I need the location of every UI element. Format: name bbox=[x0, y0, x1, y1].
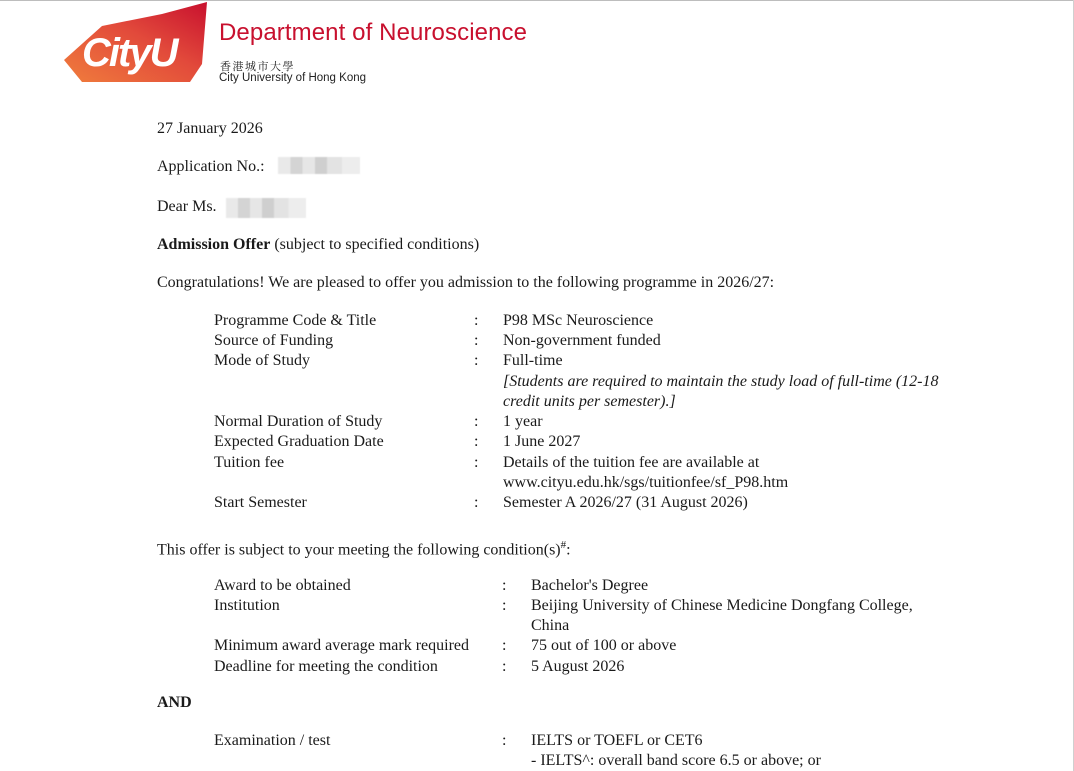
colon: : bbox=[474, 332, 479, 349]
funding-label: Source of Funding bbox=[214, 332, 334, 349]
colon: : bbox=[502, 732, 507, 749]
mode-label: Mode of Study bbox=[214, 352, 310, 369]
university-english-name: City University of Hong Kong bbox=[219, 72, 367, 84]
conditions-intro-text: This offer is subject to your meeting the following condition(s) bbox=[157, 541, 561, 559]
award-label: Award to be obtained bbox=[214, 577, 351, 594]
university-chinese-name: 香港城市大學 bbox=[220, 60, 295, 73]
programme-code-value: P98 MSc Neuroscience bbox=[503, 312, 654, 329]
colon: : bbox=[474, 312, 479, 329]
conditions-intro-end: : bbox=[566, 541, 571, 559]
start-semester-value: Semester A 2026/27 (31 August 2026) bbox=[503, 494, 748, 511]
deadline-value: 5 August 2026 bbox=[531, 658, 625, 675]
offer-heading bbox=[157, 236, 479, 254]
colon: : bbox=[474, 494, 479, 511]
deadline-label: Deadline for meeting the condition bbox=[214, 658, 438, 675]
minimum-mark-label: Minimum award average mark required bbox=[214, 637, 470, 654]
graduation-label: Expected Graduation Date bbox=[214, 433, 384, 450]
award-value: Bachelor's Degree bbox=[531, 577, 649, 594]
congratulations-text: Congratulations! We are pleased to offer you admission to the following programme in 2026/27: bbox=[157, 274, 775, 291]
footnote-mark: # bbox=[560, 539, 567, 551]
application-number-label: Application No.: bbox=[157, 158, 265, 175]
start-semester-label: Start Semester bbox=[214, 494, 307, 511]
colon: : bbox=[502, 597, 507, 614]
colon: : bbox=[502, 658, 507, 675]
redacted-name bbox=[226, 198, 306, 218]
cityu-logo bbox=[62, 2, 208, 86]
colon: : bbox=[474, 413, 479, 430]
funding-value: Non-government funded bbox=[503, 332, 661, 349]
logo-text: CityU bbox=[82, 31, 177, 75]
colon: : bbox=[474, 352, 479, 369]
salutation: Dear Ms. bbox=[157, 198, 217, 215]
tuition-label: Tuition fee bbox=[214, 454, 285, 471]
institution-value-line-1: Beijing University of Chinese Medicine Dongfang College, bbox=[531, 597, 913, 614]
colon: : bbox=[474, 433, 479, 450]
exam-value-line-1: IELTS or TOEFL or CET6 bbox=[531, 732, 703, 749]
cityu-logo-mark bbox=[62, 2, 208, 86]
programme-code-label: Programme Code & Title bbox=[214, 312, 377, 329]
colon: : bbox=[502, 637, 507, 654]
conditions-intro bbox=[157, 539, 571, 559]
mode-value: Full-time bbox=[503, 352, 563, 369]
graduation-value: 1 June 2027 bbox=[503, 433, 581, 450]
tuition-value-line-1: Details of the tuition fee are available at bbox=[503, 454, 760, 471]
redacted-application-number bbox=[278, 157, 360, 174]
top-border bbox=[0, 0, 1074, 1]
mode-note-line-2: credit units per semester).] bbox=[503, 393, 676, 410]
letter-date: 27 January 2026 bbox=[157, 120, 263, 137]
colon: : bbox=[474, 454, 479, 471]
institution-label: Institution bbox=[214, 597, 280, 614]
mode-note-line-1: [Students are required to maintain the study load of full-time (12-18 bbox=[503, 373, 939, 390]
duration-label: Normal Duration of Study bbox=[214, 413, 383, 430]
institution-value-line-2: China bbox=[531, 617, 570, 634]
and-separator: AND bbox=[157, 694, 192, 711]
offer-title: Admission Offer bbox=[157, 236, 271, 253]
colon: : bbox=[502, 577, 507, 594]
exam-value-line-2: - IELTS^: overall band score 6.5 or above; or bbox=[531, 752, 821, 769]
offer-subtitle: (subject to specified conditions) bbox=[274, 236, 480, 253]
department-name: Department of Neuroscience bbox=[219, 19, 528, 46]
minimum-mark-value: 75 out of 100 or above bbox=[531, 637, 677, 654]
tuition-url: www.cityu.edu.hk/sgs/tuitionfee/sf_P98.htm bbox=[503, 474, 789, 491]
exam-label: Examination / test bbox=[214, 732, 331, 749]
duration-value: 1 year bbox=[503, 413, 543, 430]
